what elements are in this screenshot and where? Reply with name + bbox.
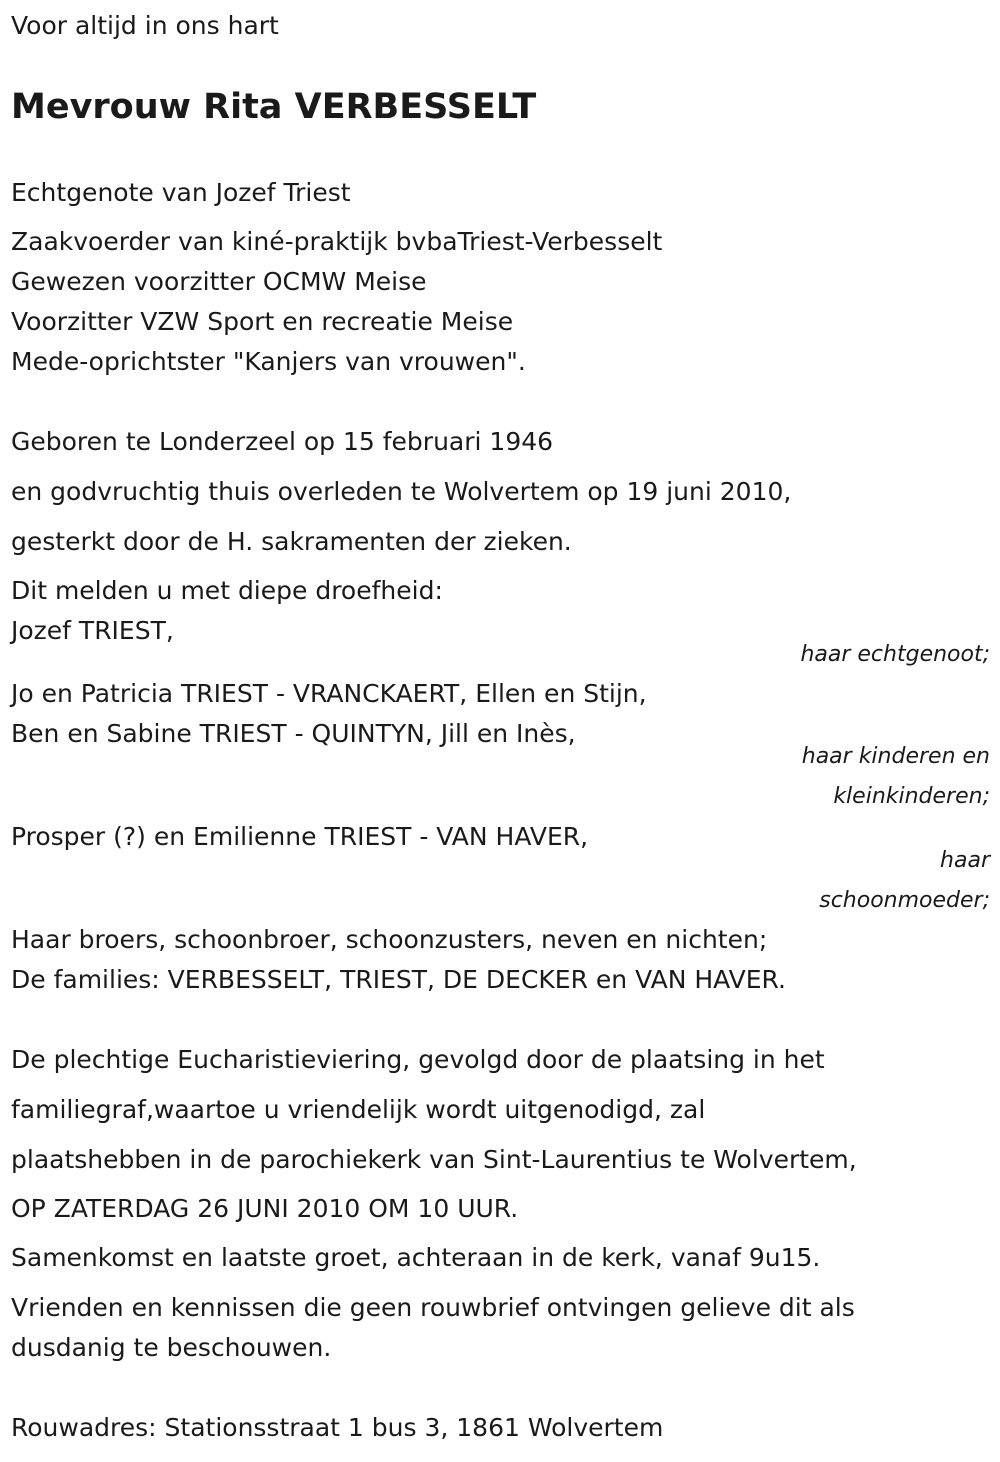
mother-in-law-relation: haar [940, 848, 990, 873]
tagline: Voor altijd in ons hart [11, 11, 279, 40]
siblings-line: Haar broers, schoonbroer, schoonzusters, neven en nichten; [11, 925, 768, 954]
ceremony-line: plaatshebben in de parochiekerk van Sint-Laurentius te Wolvertem, [11, 1145, 857, 1174]
role-line: Zaakvoerder van kiné-praktijk bvbaTriest-Verbesselt [11, 227, 663, 256]
children-relation: kleinkinderen; [833, 784, 990, 809]
role-line: Gewezen voorzitter OCMW Meise [11, 267, 427, 296]
ceremony-line: De plechtige Eucharistieviering, gevolgd door de plaatsing in het [11, 1045, 825, 1074]
role-line: Mede-oprichtster "Kanjers van vrouwen". [11, 347, 526, 376]
notice-line: Vrienden en kennissen die geen rouwbrief ontvingen gelieve dit als [11, 1293, 855, 1322]
ceremony-line: familiegraf,waartoe u vriendelijk wordt uitgenodigd, zal [11, 1095, 706, 1124]
mourning-address: Rouwadres: Stationsstraat 1 bus 3, 1861 Wolvertem [11, 1413, 664, 1442]
spouse-line: Echtgenote van Jozef Triest [11, 178, 351, 207]
child-line: Ben en Sabine TRIEST - QUINTYN, Jill en Inès, [11, 719, 576, 748]
husband-name: Jozef TRIEST, [11, 616, 174, 645]
death-line: en godvruchtig thuis overleden te Wolvertem op 19 juni 2010, [11, 477, 792, 506]
birth-line: Geboren te Londerzeel op 15 februari 1946 [11, 427, 554, 456]
ceremony-date: OP ZATERDAG 26 JUNI 2010 OM 10 UUR. [11, 1194, 519, 1223]
notice-line: dusdanig te beschouwen. [11, 1333, 332, 1362]
mother-in-law-relation: schoonmoeder; [819, 888, 990, 913]
child-line: Jo en Patricia TRIEST - VRANCKAERT, Ellen en Stijn, [11, 679, 647, 708]
sacraments-line: gesterkt door de H. sakramenten der zieken. [11, 527, 572, 556]
mourners-intro: Dit melden u met diepe droefheid: [11, 576, 443, 605]
mother-in-law-name: Prosper (?) en Emilienne TRIEST - VAN HAVER, [11, 822, 589, 851]
gathering-line: Samenkomst en laatste groet, achteraan in de kerk, vanaf 9u15. [11, 1243, 821, 1272]
children-relation: haar kinderen en [801, 744, 990, 769]
deceased-name: Mevrouw Rita VERBESSELT [11, 87, 537, 127]
families-line: De families: VERBESSELT, TRIEST, DE DECKER en VAN HAVER. [11, 965, 786, 994]
husband-relation: haar echtgenoot; [800, 642, 990, 667]
role-line: Voorzitter VZW Sport en recreatie Meise [11, 307, 514, 336]
